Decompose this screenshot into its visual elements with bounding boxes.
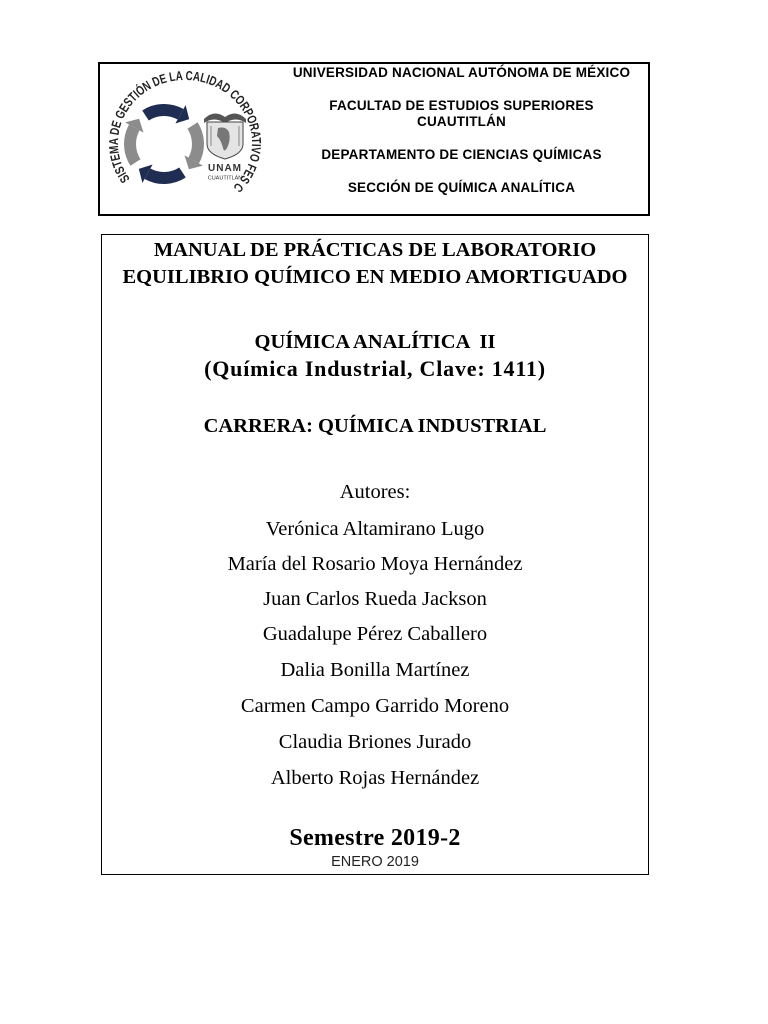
department-name: DEPARTAMENTO DE CIENCIAS QUÍMICAS xyxy=(321,147,602,162)
author-name: María del Rosario Moya Hernández xyxy=(227,552,523,575)
faculty-name-line2: CUAUTITLÁN xyxy=(417,114,506,129)
author-name: Claudia Briones Jurado xyxy=(278,730,472,753)
quality-system-logo xyxy=(100,64,280,214)
manual-title-line1: MANUAL DE PRÁCTICAS DE LABORATORIO xyxy=(153,238,597,261)
emblem-sublabel: CUAUTITLÁN xyxy=(207,175,243,182)
author-name: Juan Carlos Rueda Jackson xyxy=(263,587,487,610)
semester: Semestre 2019-2 xyxy=(289,824,461,851)
author-name: Verónica Altamirano Lugo xyxy=(265,517,485,540)
course-detail: (Química Industrial, Clave: 1411) xyxy=(204,355,546,381)
university-name: UNIVERSIDAD NACIONAL AUTÓNOMA DE MÉXICO xyxy=(292,65,631,80)
section-name: SECCIÓN DE QUÍMICA ANALÍTICA xyxy=(347,180,576,195)
course-name: QUÍMICA ANALÍTICA II xyxy=(254,330,496,353)
logo-ring-text: SISTEMA DE GESTIÓN DE LA CALIDAD CORPORATIVO FES C xyxy=(105,67,265,198)
faculty-name-line1: FACULTAD DE ESTUDIOS SUPERIORES xyxy=(329,98,594,113)
publication-date: ENERO 2019 xyxy=(331,853,419,870)
institution-header xyxy=(98,62,650,216)
author-name: Alberto Rojas Hernández xyxy=(270,766,480,789)
manual-title-line2: EQUILIBRIO QUÍMICO EN MEDIO AMORTIGUADO xyxy=(122,265,628,288)
author-name: Guadalupe Pérez Caballero xyxy=(262,622,488,645)
emblem-label: UNAM xyxy=(208,163,242,174)
author-name: Carmen Campo Garrido Moreno xyxy=(240,694,510,717)
cover-panel xyxy=(101,234,649,875)
unam-shield-icon xyxy=(204,113,246,159)
cycle-arrows-icon xyxy=(125,105,203,183)
career-name: CARRERA: QUÍMICA INDUSTRIAL xyxy=(203,414,547,437)
authors-label: Autores: xyxy=(339,480,411,503)
author-name: Dalia Bonilla Martínez xyxy=(280,658,470,681)
